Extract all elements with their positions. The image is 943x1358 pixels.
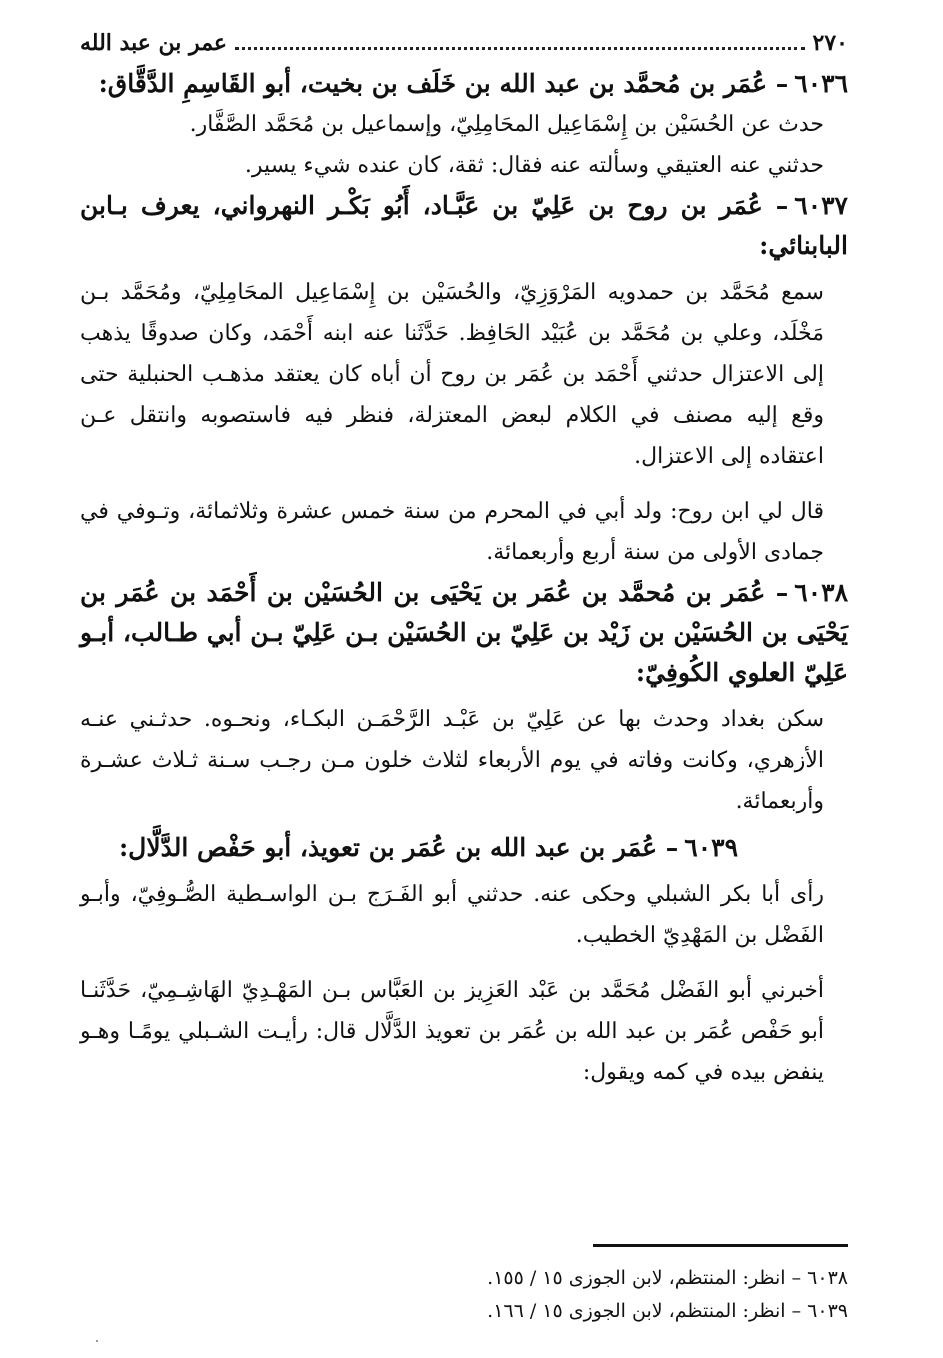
entry-6038 bbox=[80, 573, 848, 822]
entry-6036 bbox=[80, 64, 848, 186]
entry-6037 bbox=[80, 186, 848, 573]
entry-heading-text: عُمَر بن مُحمَّد بن عبد الله بن خَلَف بن بخيت، أبو القَاسِمِ الدَّقَّاق: bbox=[98, 69, 768, 98]
paragraph: حدثني عنه العتيقي وسألته عنه فقال: ثقة، كان عنده شيء يسير. bbox=[244, 153, 824, 178]
entry-heading: ٦٠٣٦– عُمَر بن مُحمَّد بن عبد الله بن خَلَف بن بخيت، أبو القَاسِمِ الدَّقَّاق: bbox=[98, 69, 848, 98]
entry-number: ٦٠٣٩ bbox=[684, 833, 738, 862]
paragraph: رأى أبا بكر الشبلي وحكى عنه. حدثني أبو الفَـرَج بـن الواسـطية الصُّـوفِيّ، وأبـو الفَضْل بن المَهْدِيّ الخطيب. bbox=[80, 882, 824, 948]
entry-6039 bbox=[80, 822, 848, 1093]
running-header bbox=[80, 30, 848, 64]
entry-number: ٦٠٣٦ bbox=[794, 69, 848, 98]
entry-heading-text: عُمَر بن مُحمَّد بن عُمَر بن يَحْيَى بن الحُسَيْن بن أَحْمَد بن عُمَر بن يَحْيَى بن الحُسَيْن بن زَيْد بن عَلِيّ بن الحُسَيْن بـن عَلِيّ بـن أبي طـالب، أبـو عَلِيّ العلوي الكُوفِيّ: bbox=[80, 578, 848, 687]
speck bbox=[96, 1340, 98, 1342]
footnote: ٦٠٣٩ – انظر: المنتظم، لابن الجوزى ١٥ / ١٦٦. bbox=[487, 1300, 848, 1322]
dotted-leader bbox=[235, 47, 805, 50]
entry-heading-text: عُمَر بن عبد الله بن عُمَر بن تعويذ، أبو حَفْص الدَّلَّال: bbox=[118, 833, 658, 862]
entry-heading: ٦٠٣٨– عُمَر بن مُحمَّد بن عُمَر بن يَحْيَى بن الحُسَيْن بن أَحْمَد بن عُمَر بن يَحْيَى بن الحُسَيْن بن زَيْد بن عَلِيّ بن الحُسَيْن بـن عَلِيّ بـن أبي طـالب، أبـو عَلِيّ العلوي الكُوفِيّ: bbox=[80, 578, 848, 687]
paragraph: أخبرني أبو الفَضْل مُحَمَّد بن عَبْد العَزِيز بن العَبَّاس بـن المَهْـدِيّ الهَاشِـمِيّ، حَدَّثَنـا أبو حَفْص عُمَر بن عبد الله بن عُمَر بن تعويذ الدَّلَّال قال: رأيـت الشـبلي يومًـا وهـو ينفض بيده في كمه ويقول: bbox=[80, 978, 824, 1085]
footnote: ٦٠٣٨ – انظر: المنتظم، لابن الجوزى ١٥ / ١٥٥. bbox=[487, 1267, 848, 1289]
entry-heading: ٦٠٣٧– عُمَر بن روح بن عَلِيّ بن عَبَّـاد، أَبُو بَكْـر النهرواني، يعرف بـابن البابنائي: bbox=[80, 191, 848, 260]
entry-heading: ٦٠٣٩– عُمَر بن عبد الله بن عُمَر بن تعويذ، أبو حَفْص الدَّلَّال: bbox=[118, 833, 738, 862]
paragraph: سمع مُحَمَّد بن حمدويه المَرْوَزِيّ، والحُسَيْن بن إِسْمَاعِيل المحَامِلِيّ، ومُحَمَّد بـن مَخْلَد، وعلي بن مُحَمَّد بن عُبَيْد الحَافِظ. حَدَّثَنا عنه ابنه أَحْمَد، وكان صدوقًا يذهب إلى الاعتزال حدثني أَحْمَد بن عُمَر بن روح أن أباه كان يعتقد مذهـب الحنبلية حتى وقع إليه مصنف في الكلام لبعض المعتزلة، فنظر فيه فاستصوبه وانتقل عـن اعتقاده إلى الاعتزال. bbox=[80, 280, 824, 469]
paragraph: قال لي ابن روح: ولد أبي في المحرم من سنة خمس عشرة وثلاثمائة، وتـوفي في جمادى الأولى من سنة أربع وأربعمائة. bbox=[80, 499, 824, 565]
footnotes bbox=[80, 1262, 848, 1328]
entry-number: ٦٠٣٧ bbox=[794, 191, 848, 220]
footnote-separator bbox=[593, 1244, 848, 1247]
page-number: ٢٧٠ bbox=[812, 30, 848, 56]
paragraph: سكن بغداد وحدث بها عن عَلِيّ بن عَبْـد الرَّحْمَـن البكـاء، ونحـوه. حدثـني عنـه الأزهري، وكانت وفاته في يوم الأربعاء لثلاث خلون مـن رجـب سـنة ثـلاث عشـرة وأربعمائة. bbox=[80, 707, 824, 814]
entry-heading-text: عُمَر بن روح بن عَلِيّ بن عَبَّـاد، أَبُو بَكْـر النهرواني، يعرف بـابن البابنائي: bbox=[80, 191, 848, 260]
paragraph: حدث عن الحُسَيْن بن إِسْمَاعِيل المحَامِلِيّ، وإسماعيل بن مُحَمَّد الصَّفَّار. bbox=[189, 112, 824, 137]
running-title: عمر بن عبد الله bbox=[80, 30, 228, 56]
entry-number: ٦٠٣٨ bbox=[794, 578, 848, 607]
